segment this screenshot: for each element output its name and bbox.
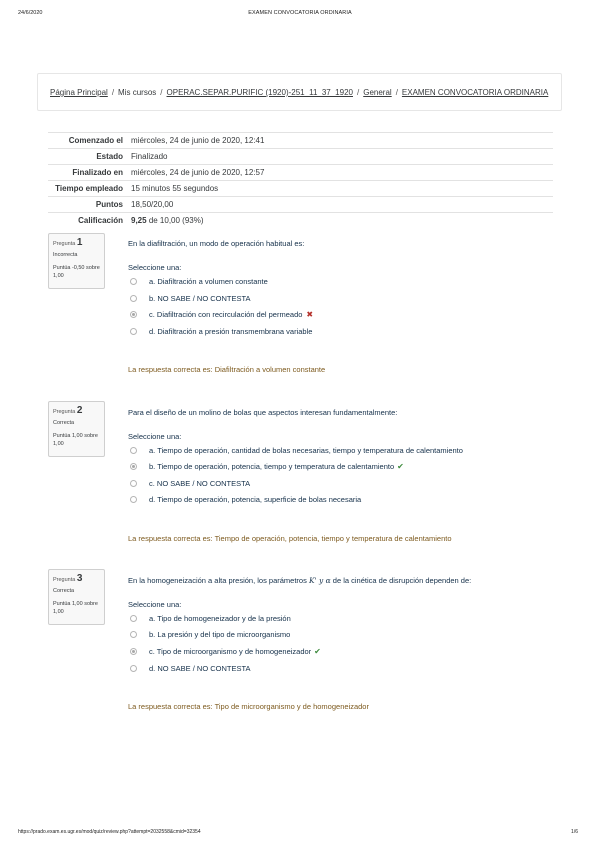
question-grade: Puntúa 1,00 sobre 1,00 (53, 433, 98, 447)
answer-label: c. Diafiltración con recirculación del permeado (149, 310, 303, 319)
radio-button[interactable] (130, 615, 137, 622)
correct-answer-feedback: La respuesta correcta es: Tiempo de operación, potencia, tiempo y temperatura de calentamiento (128, 534, 452, 543)
summary-label: Calificación (78, 216, 123, 225)
answer-option[interactable] (130, 647, 321, 656)
grade-rest: de 10,00 (93%) (148, 216, 204, 225)
summary-label: Estado (96, 152, 123, 161)
summary-label: Comenzado el (68, 136, 123, 145)
radio-button[interactable] (130, 480, 137, 487)
question-info-3 (48, 569, 105, 625)
question-label: Pregunta (53, 409, 76, 415)
math-expression: K' y α (308, 576, 331, 585)
question-grade: Puntúa -0,50 sobre 1,00 (53, 265, 100, 279)
answer-label: c. Tipo de microorganismo y de homogeneizador (149, 647, 312, 656)
answer-label: a. Diafiltración a volumen constante (149, 277, 268, 286)
summary-value: miércoles, 24 de junio de 2020, 12:57 (131, 168, 265, 177)
question-text-part: de la cinética de disrupción dependen de: (332, 576, 472, 585)
breadcrumb (50, 88, 548, 97)
radio-button[interactable] (130, 447, 137, 454)
select-prompt: Seleccione una: (128, 600, 182, 609)
radio-button-selected[interactable] (130, 648, 137, 655)
breadcrumb-separator: / (395, 88, 398, 97)
radio-button[interactable] (130, 665, 137, 672)
correct-check-icon: ✔ (397, 462, 404, 471)
correct-answer-feedback: La respuesta correcta es: Tipo de microorganismo y de homogeneizador (128, 702, 369, 711)
question-number: 1 (76, 237, 83, 248)
radio-button[interactable] (130, 631, 137, 638)
print-date: 24/6/2020 (18, 10, 43, 16)
answer-label: d. Diafiltración a presión transmembrana variable (149, 327, 313, 336)
answer-option[interactable] (130, 446, 463, 455)
radio-button[interactable] (130, 278, 137, 285)
answer-label: c. NO SABE / NO CONTESTA (149, 479, 251, 488)
answer-label: d. Tiempo de operación, potencia, superficie de bolas necesaria (149, 495, 362, 504)
answer-label: a. Tiempo de operación, cantidad de bolas necesarias, tiempo y temperatura de calentamiento (149, 446, 463, 455)
answer-label: d. NO SABE / NO CONTESTA (149, 664, 251, 673)
question-label: Pregunta (53, 577, 76, 583)
answer-label: b. Tiempo de operación, potencia, tiempo y temperatura de calentamiento (149, 462, 395, 471)
radio-button-selected[interactable] (130, 311, 137, 318)
radio-button[interactable] (130, 496, 137, 503)
summary-value: 18,50/20,00 (131, 200, 174, 209)
summary-label: Puntos (95, 200, 123, 209)
select-prompt: Seleccione una: (128, 263, 182, 272)
answer-option[interactable] (130, 327, 312, 336)
summary-value: 15 minutos 55 segundos (131, 184, 219, 193)
incorrect-icon: ✖ (306, 310, 314, 319)
summary-value: Finalizado (131, 152, 168, 161)
question-text-part: En la homogeneización a alta presión, los parámetros (128, 576, 307, 585)
answer-option[interactable] (130, 310, 313, 319)
correct-answer-feedback: La respuesta correcta es: Diafiltración a volumen constante (128, 365, 326, 374)
question-info-1 (48, 233, 105, 289)
answer-label: b. NO SABE / NO CONTESTA (149, 294, 251, 303)
summary-row-time-taken (48, 181, 553, 197)
breadcrumb-general-link[interactable]: General (363, 88, 392, 97)
breadcrumb-course-link[interactable]: OPERAC.SEPAR.PURIFIC (1920)-251_11_37_1920 (166, 88, 353, 97)
question-info-2 (48, 401, 105, 457)
radio-button[interactable] (130, 295, 137, 302)
print-page-number: 1/6 (571, 829, 578, 835)
breadcrumb-separator: / (356, 88, 360, 97)
question-grade: Puntúa 1,00 sobre 1,00 (53, 601, 98, 615)
correct-check-icon: ✔ (314, 647, 321, 656)
summary-value (127, 213, 553, 229)
print-url: https://prado.exam.es.ugr.es/mod/quiz/review.php?attempt=2032558&cmid=32354 (18, 829, 201, 835)
breadcrumb-separator: / (111, 88, 115, 97)
summary-label: Finalizado en (72, 168, 123, 177)
grade-value: 9,25 (131, 216, 147, 225)
breadcrumb-container (37, 73, 562, 111)
answer-option[interactable] (130, 495, 361, 504)
answer-option[interactable] (130, 614, 291, 623)
question-state: Correcta (53, 588, 75, 594)
summary-row-state (48, 149, 553, 165)
breadcrumb-home-link[interactable]: Página Principal (50, 88, 108, 97)
answer-label: b. La presión y del tipo de microorganismo (149, 630, 291, 639)
answer-option[interactable] (130, 277, 268, 286)
attempt-summary-table (48, 132, 553, 228)
answer-option[interactable] (130, 664, 251, 673)
summary-row-started (48, 133, 553, 149)
select-prompt: Seleccione una: (128, 432, 182, 441)
answer-option[interactable] (130, 294, 251, 303)
question-text: Para el diseño de un molino de bolas que aspectos interesan fundamentalmente: (128, 408, 398, 417)
answer-option[interactable] (130, 630, 290, 639)
answer-option[interactable] (130, 479, 250, 488)
summary-label: Tiempo empleado (55, 184, 123, 193)
answer-label: a. Tipo de homogeneizador y de la presión (149, 614, 291, 623)
question-text (128, 576, 471, 585)
breadcrumb-my-courses: Mis cursos (118, 88, 157, 97)
question-number: 3 (76, 573, 83, 584)
summary-value: miércoles, 24 de junio de 2020, 12:41 (131, 136, 265, 145)
radio-button[interactable] (130, 328, 137, 335)
question-state: Correcta (53, 420, 75, 426)
question-text: En la diafiltración, un modo de operación habitual es: (128, 239, 305, 248)
summary-row-finished (48, 165, 553, 181)
summary-row-points (48, 197, 553, 213)
print-title: EXAMEN CONVOCATORIA ORDINARIA (248, 10, 352, 16)
answer-option[interactable] (130, 462, 404, 471)
breadcrumb-exam-link[interactable]: EXAMEN CONVOCATORIA ORDINARIA (401, 88, 549, 97)
radio-button-selected[interactable] (130, 463, 137, 470)
summary-row-grade (48, 213, 553, 229)
question-label: Pregunta (53, 241, 76, 247)
question-number: 2 (76, 405, 83, 416)
question-state: Incorrecta (53, 252, 78, 258)
breadcrumb-separator: / (160, 88, 163, 97)
